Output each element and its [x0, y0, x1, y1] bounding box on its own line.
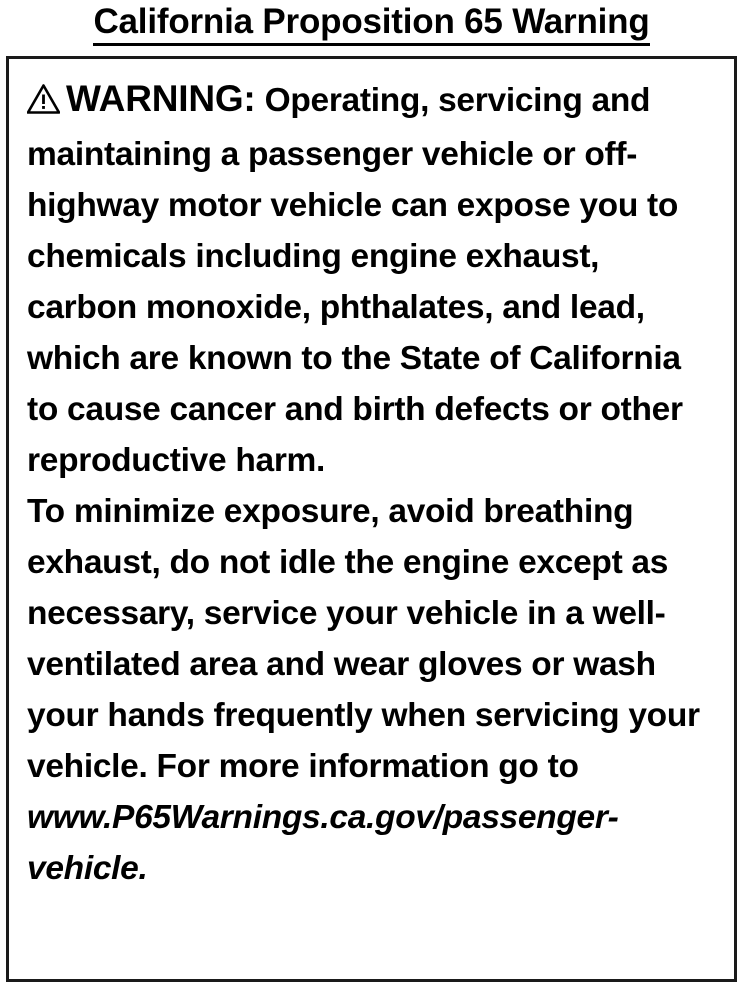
page-title: California Proposition 65 Warning	[93, 2, 649, 46]
p65-warnings-url[interactable]: www.P65Warnings.ca.gov/passenger-vehicle.	[27, 799, 619, 887]
warning-triangle-icon	[27, 78, 60, 129]
warning-paragraph-1	[27, 73, 718, 486]
warning-label: WARNING:	[66, 78, 256, 119]
warning-body-2: To minimize exposure, avoid breathing exhaust, do not idle the engine except as necessary, service your vehicle in a well-ventilated area and wear gloves or wash your hands frequently when servicing your vehicle. For more information go to	[27, 493, 700, 785]
warning-body-1: Operating, servicing and maintaining a passenger vehicle or off-highway motor vehicle can expose you to chemicals including engine exhaust, carbon monoxide, phthalates, and lead, which are known to the State of California to cause cancer and birth defects or other reproductive harm.	[27, 82, 683, 479]
page-title-container	[0, 0, 743, 46]
warning-paragraph-2	[27, 486, 718, 894]
warning-box	[6, 56, 737, 982]
